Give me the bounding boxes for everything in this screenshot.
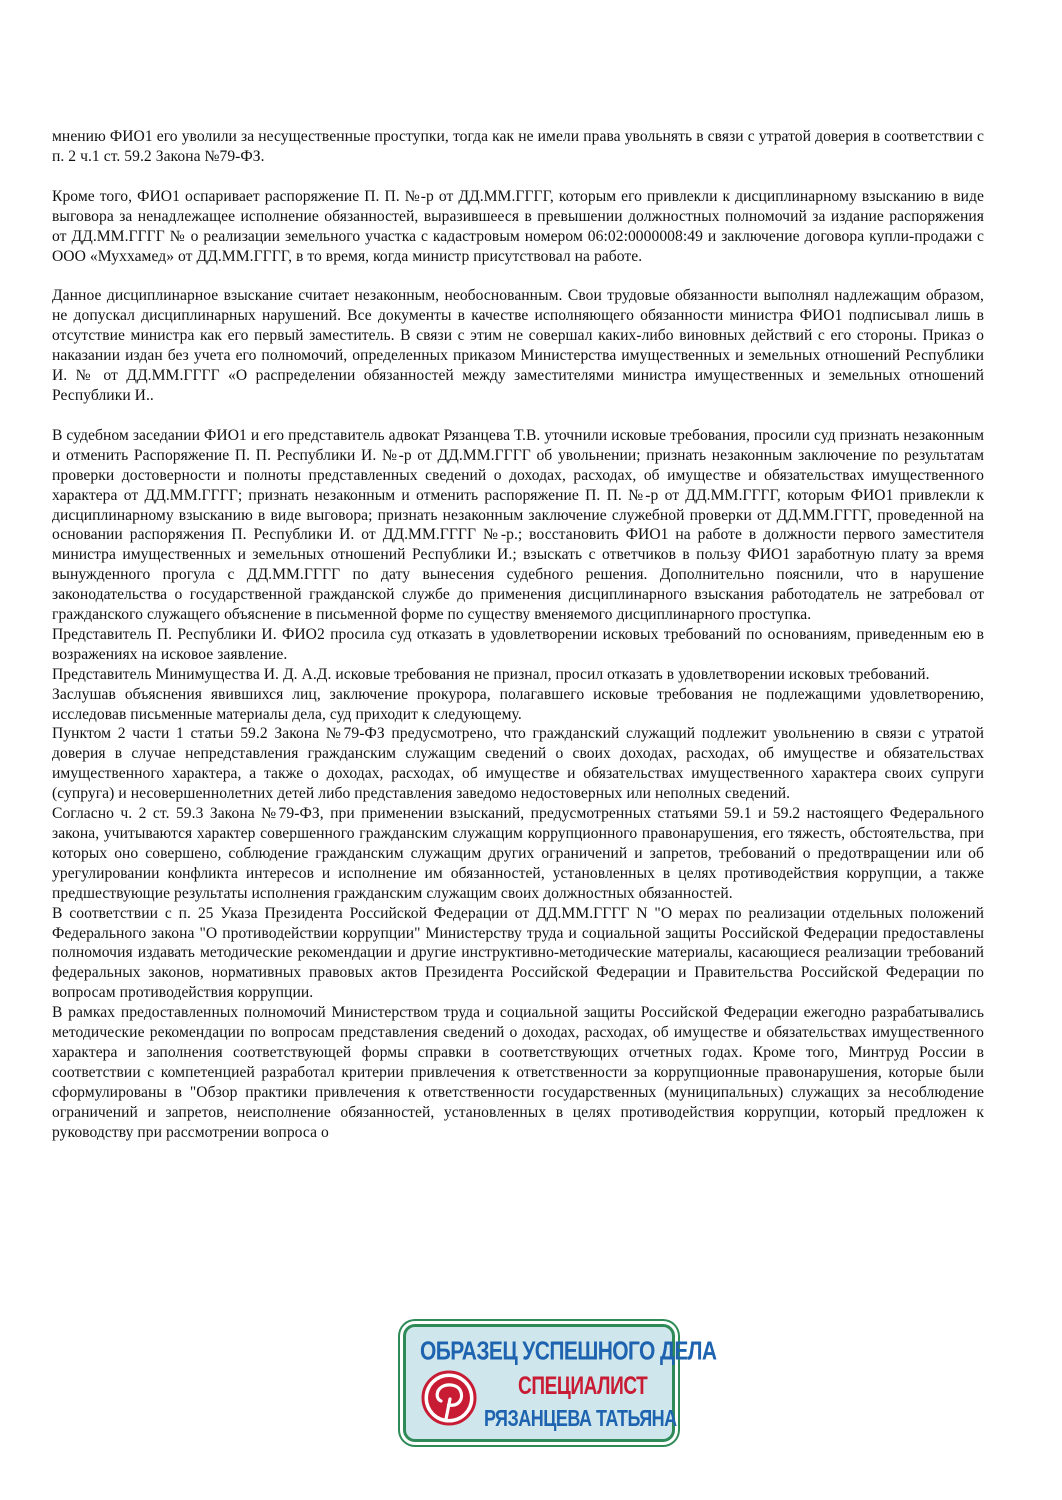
paragraph: В рамках предоставленных полномочий Министерством труда и социальной защиты Российской Федерации ежегодно разрабатывались методические рекомендации по вопросам представления сведений о доходах, расходах, об имуществе и обязательствах имущественного характера и заполнения соответствующей формы справки в соответствующих отчетных годах. Кроме того, Минтруд России в соответствии с компетенцией разработал критерии привлечения к ответственности за коррупционные правонарушения, которые были сформулированы в "Обзор практики привлечения к ответственности государственных (муниципальных) служащих за несоблюдение ограничений и запретов, неисполнение обязанностей, установленных в целях противодействия коррупции, который предложен к руководству при рассмотрении вопроса о <box>52 1004 984 1141</box>
success-case-badge <box>403 1324 717 1442</box>
paragraph: Пунктом 2 части 1 статьи 59.2 Закона №79-ФЗ предусмотрено, что гражданский служащий подлежит увольнению в связи с утратой доверия в случае непредставления гражданским служащим сведений о своих доходах, расходах, об имуществе и обязательствах имущественного характера, а также о доходах, расходах, об имуществе и обязательствах имущественного характера своих супруги (супруга) и несовершеннолетних детей либо представления заведомо недостоверных или неполных сведений. <box>52 725 984 803</box>
document-body <box>52 127 984 1143</box>
paragraph: Представитель Минимущества И. Д. А.Д. исковые требования не признал, просил отказать в удовлетворении исковых требований. <box>52 665 930 683</box>
badge-title: ОБРАЗЕЦ УСПЕШНОГО ДЕЛА <box>420 1337 717 1366</box>
paragraph: В соответствии с п. 25 Указа Президента Российской Федерации от ДД.ММ.ГГГГ N "О мерах по реализации отдельных положений Федерального закона "О противодействии коррупции" Министерству труда и социальной защиты Российской Федерации предоставлены полномочия издавать методические рекомендации и другие инструктивно-методические материалы, касающиеся реализации требований федеральных законов, нормативных правовых актов Президента Российской Федерации и Правительства Российской Федерации по вопросам противодействия коррупции. <box>52 904 984 1002</box>
pinterest-icon <box>420 1369 478 1427</box>
badge-name: РЯЗАНЦЕВА ТАТЬЯНА <box>484 1405 677 1431</box>
paragraph: В судебном заседании ФИО1 и его представитель адвокат Рязанцева Т.В. уточнили исковые требования, просили суд признать незаконным и отменить Распоряжение П. П. Республики И. №-р от ДД.ММ.ГГГГ об увольнении; признать незаконным заключение по результатам проверки достоверности и полноты представленных сведений о доходах, расходах, об имуществе и обязательствах имущественного характера от ДД.ММ.ГГГГ; признать незаконным и отменить распоряжение П. П. №-р от ДД.ММ.ГГГГ, которым ФИО1 привлекли к дисциплинарному взысканию в виде выговора; признать незаконным заключение служебной проверки от ДД.ММ.ГГГГ, проведенной на основании распоряжения П. Республики И. от ДД.ММ.ГГГГ №-р.; восстановить ФИО1 на работе в должности первого заместителя министра имущественных и земельных отношений Республики И.; взыскать с ответчиков в пользу ФИО1 заработную плату за время вынужденного прогула с ДД.ММ.ГГГГ по дату вынесения судебного решения. Дополнительно пояснили, что в нарушение законодательства о государственной гражданской службе до применения дисциплинарного взыскания работодатель не затребовал от гражданского служащего объяснение в письменной форме по существу вменяемого дисциплинарного проступка. <box>52 426 984 624</box>
paragraph: мнению ФИО1 его уволили за несущественные проступки, тогда как не имели права увольнять в связи с утратой доверия в соответствии с п. 2 ч.1 ст. 59.2 Закона №79-ФЗ. <box>52 128 984 165</box>
paragraph: Представитель П. Республики И. ФИО2 просила суд отказать в удовлетворении исковых требований по основаниям, приведенным ею в возражениях на исковое заявление. <box>52 625 984 663</box>
paragraph: Данное дисциплинарное взыскание считает незаконным, необоснованным. Свои трудовые обязанности выполнял надлежащим образом, не допускал дисциплинарных нарушений. Все документы в качестве исполняющего обязанности министра ФИО1 подписывал лишь в отсутствие министра как его первый заместитель. В связи с этим не совершал каких-либо виновных действий с его стороны. Приказ о наказании издан без учета его полномочий, определенных приказом Министерства имущественных и земельных отношений Республики И. № от ДД.ММ.ГГГГ «О распределении обязанностей между заместителями министра имущественных и земельных отношений Республики И.. <box>52 287 984 404</box>
badge-role: СПЕЦИАЛИСТ <box>518 1373 648 1401</box>
paragraph: Согласно ч. 2 ст. 59.3 Закона №79-ФЗ, при применении взысканий, предусмотренных статьями 59.1 и 59.2 настоящего Федерального закона, учитываются характер совершенного гражданским служащим коррупционного правонарушения, его тяжесть, обстоятельства, при которых оно совершено, соблюдение гражданским служащим других ограничений и запретов, требований о предотвращении или об урегулировании конфликта интересов и исполнение им обязанностей, установленных в целях противодействия коррупции, а также предшествующие результаты исполнения гражданским служащим своих должностных обязанностей. <box>52 805 984 902</box>
paragraph: Заслушав объяснения явившихся лиц, заключение прокурора, полагавшего исковые требования не подлежащими удовлетворению, исследовав письменные материалы дела, суд приходит к следующему. <box>52 685 984 723</box>
paragraph: Кроме того, ФИО1 оспаривает распоряжение П. П. №-р от ДД.ММ.ГГГГ, которым его привлекли к дисциплинарному взысканию в виде выговора за ненадлежащее исполнение обязанностей, выразившееся в превышении должностных полномочий за издание распоряжения от ДД.ММ.ГГГГ № о реализации земельного участка с кадастровым номером 06:02:0000008:49 и заключение договора купли-продажи с ООО «Муххамед» от ДД.ММ.ГГГГ, в то время, когда министр присутствовал на работе. <box>52 187 984 265</box>
